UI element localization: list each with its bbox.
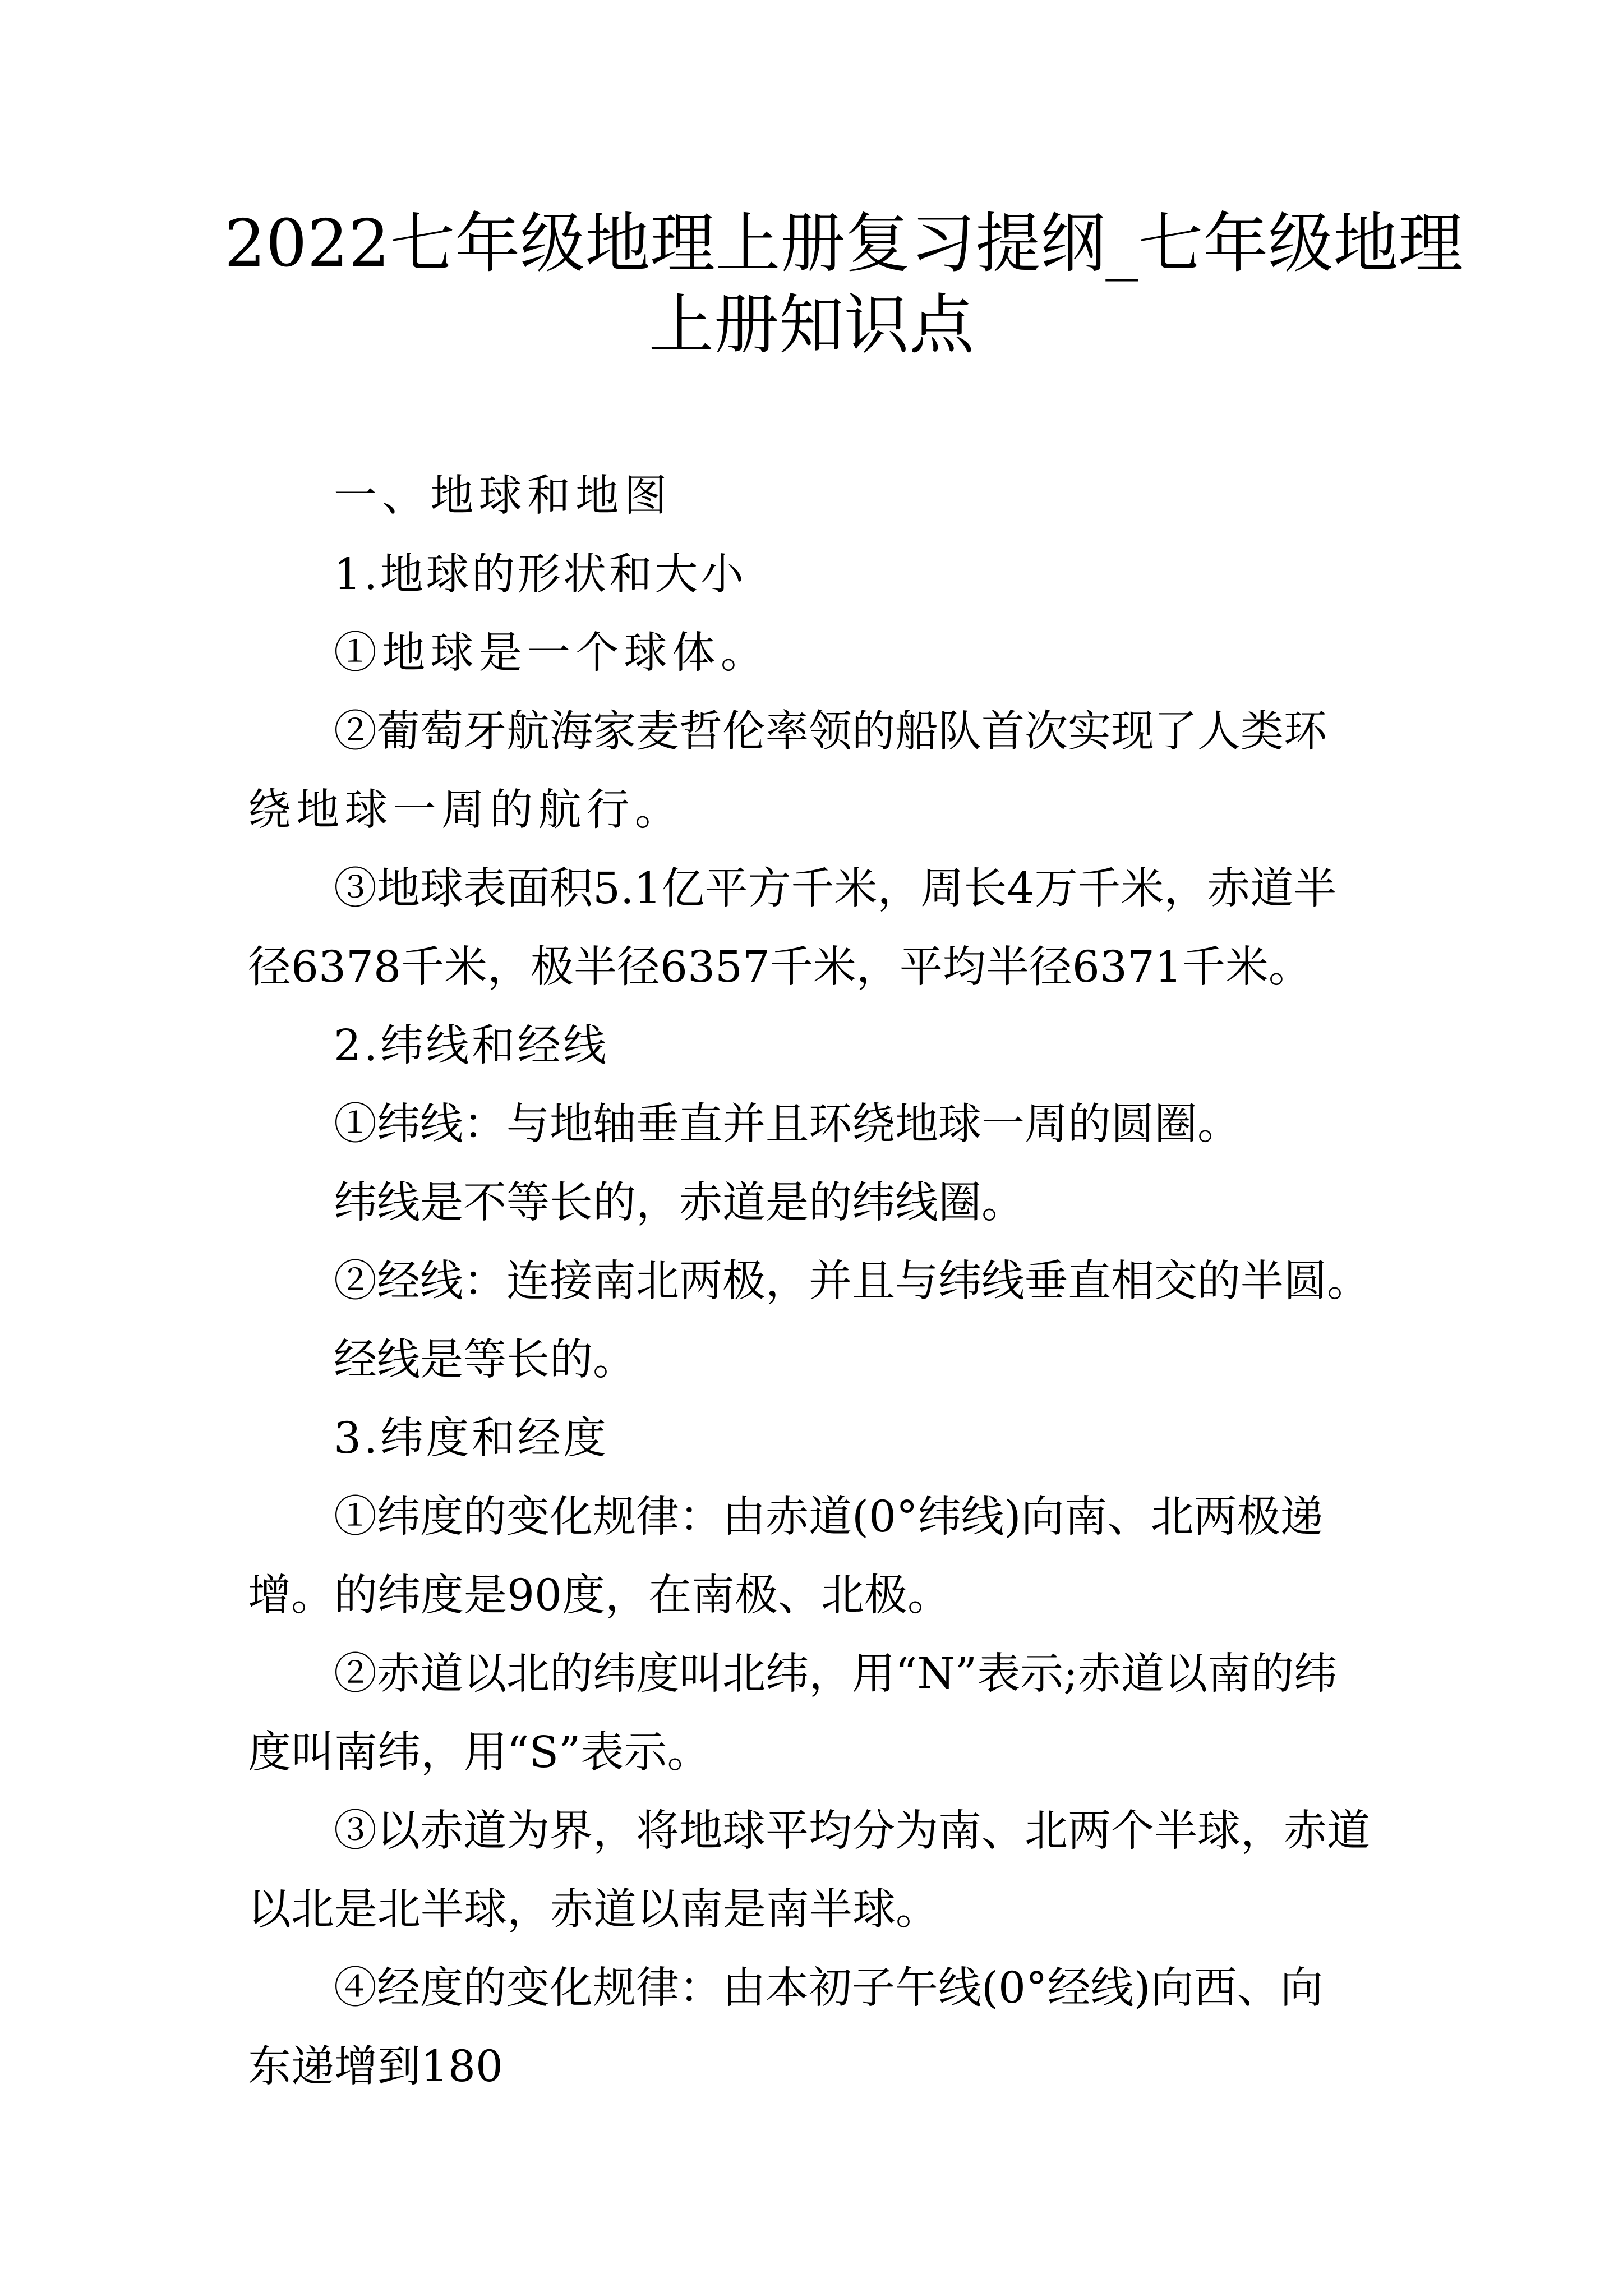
subsection-heading: 2.纬线和经线 xyxy=(334,1021,609,1071)
paragraph-line: 度叫南纬，用“S”表示。 xyxy=(248,1728,711,1778)
paragraph-line: ②赤道以北的纬度叫北纬，用“N”表示;赤道以南的纬 xyxy=(334,1649,1338,1699)
subsection-heading: 3.纬度和经度 xyxy=(334,1414,609,1464)
paragraph-line: 径6378千米，极半径6357千米，平均半径6371千米。 xyxy=(248,942,1312,992)
paragraph-line: ①纬度的变化规律：由赤道(0°纬线)向南、北两极递 xyxy=(334,1492,1324,1542)
paragraph-line: ①地球是一个球体。 xyxy=(334,628,769,678)
paragraph-line: ④经度的变化规律：由本初子午线(0°经线)向西、向 xyxy=(334,1963,1324,2013)
paragraph-line: ③地球表面积5.1亿平方千米，周长4万千米，赤道半 xyxy=(334,864,1337,914)
paragraph-line: 纬线是不等长的，赤道是的纬线圈。 xyxy=(334,1178,1025,1228)
document-title-line-2: 上册知识点 xyxy=(649,287,974,363)
paragraph-line: ②葡萄牙航海家麦哲伦率领的船队首次实现了人类环 xyxy=(334,707,1327,757)
subsection-heading: 1.地球的形状和大小 xyxy=(334,550,746,600)
paragraph-line: 绕地球一周的航行。 xyxy=(248,785,684,835)
paragraph-line: 东递增到180 xyxy=(248,2042,503,2092)
paragraph-line: 增。的纬度是90度，在南极、北极。 xyxy=(248,1571,951,1621)
paragraph-line: 经线是等长的。 xyxy=(334,1335,636,1385)
document-title-line-1: 2022七年级地理上册复习提纲_七年级地理 xyxy=(224,206,1464,282)
paragraph-line: ③以赤道为界，将地球平均分为南、北两个半球，赤道 xyxy=(334,1806,1370,1856)
paragraph-line: ①纬线：与地轴垂直并且环绕地球一周的圆圈。 xyxy=(334,1099,1241,1149)
section-heading: 一、地球和地图 xyxy=(334,471,672,521)
paragraph-line: 以北是北半球，赤道以南是南半球。 xyxy=(248,1885,939,1935)
paragraph-line: ②经线：连接南北两极，并且与纬线垂直相交的半圆。 xyxy=(334,1257,1370,1306)
